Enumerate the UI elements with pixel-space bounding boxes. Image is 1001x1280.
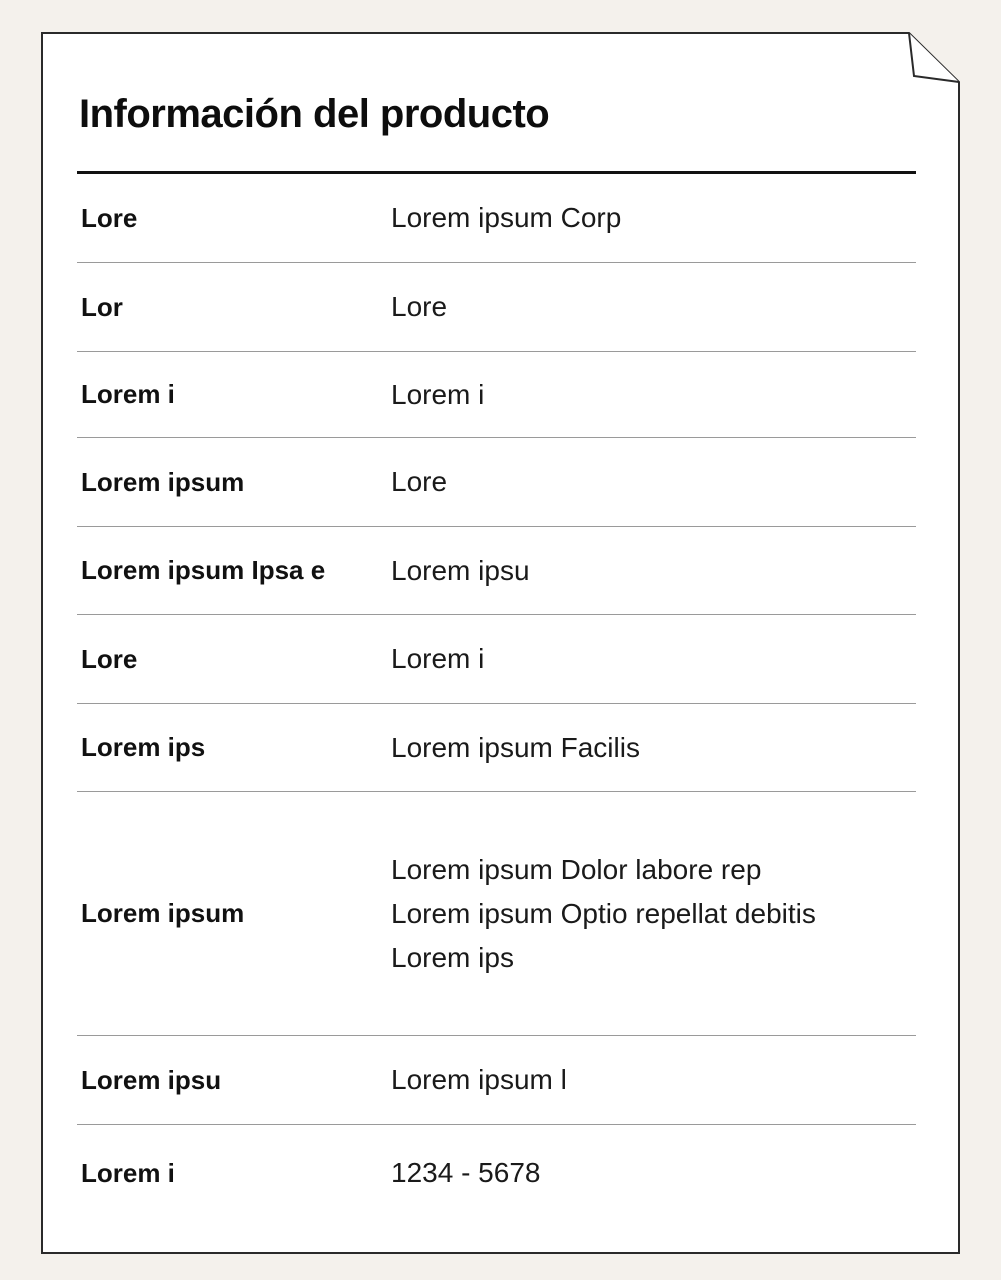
spec-label: Lore [81, 202, 138, 233]
spec-value: 1234 - 5678 [391, 1157, 541, 1188]
spec-label: Lorem i [81, 1157, 175, 1188]
spec-label: Lorem i [81, 379, 175, 409]
spec-label: Lorem ipsum [81, 466, 245, 497]
spec-value: Lorem i [391, 643, 485, 674]
spec-label: Lorem ipsu [81, 1064, 222, 1095]
spec-value: Lore [391, 291, 448, 322]
spec-row [77, 527, 916, 615]
folded-corner-icon [909, 33, 959, 82]
spec-value: Lorem ipsum l [391, 1064, 567, 1095]
spec-label: Lorem ipsum Ipsa e [81, 555, 326, 585]
spec-label: Lor [81, 291, 123, 322]
spec-row [77, 263, 916, 352]
spec-label: Lore [81, 643, 138, 674]
spec-row [77, 1125, 916, 1221]
spec-row [77, 792, 916, 1036]
spec-value: Lorem ipsum Dolor labore rep Lorem ipsum Optio repellat debitis Lorem ips [391, 853, 816, 973]
spec-value: Lorem ipsum Facilis [391, 731, 640, 763]
spec-label: Lorem ipsum [81, 898, 245, 928]
spec-table [77, 174, 916, 1221]
spec-value: Lore [391, 466, 448, 497]
page-title: Información del producto [79, 92, 550, 136]
spec-row [77, 438, 916, 527]
spec-row [77, 174, 916, 263]
spec-row [77, 615, 916, 704]
spec-value: Lorem i [391, 378, 485, 410]
spec-value: Lorem ipsu [391, 554, 530, 586]
spec-row [77, 352, 916, 438]
spec-row [77, 704, 916, 792]
product-info-sheet [41, 32, 960, 1254]
spec-label: Lorem ips [81, 732, 206, 762]
spec-row [77, 1036, 916, 1125]
spec-value: Lorem ipsum Corp [391, 202, 622, 233]
